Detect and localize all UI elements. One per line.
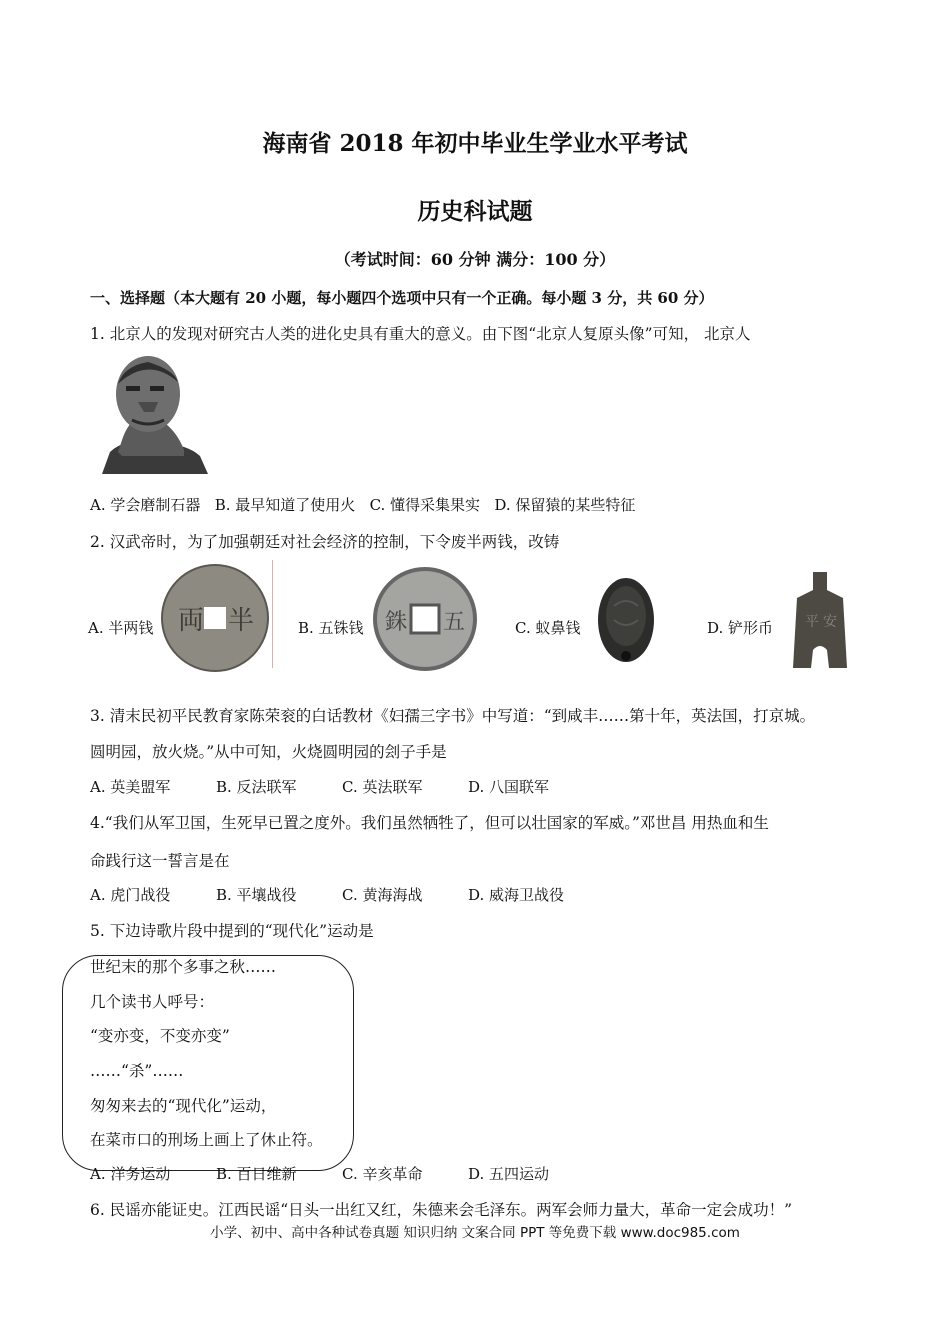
q1-option-a[interactable]: A. 学会磨制石器 [90, 496, 201, 514]
coin-divider [272, 560, 273, 668]
svg-text:両: 両 [178, 606, 205, 636]
poem-line-4: ……“杀”…… [90, 1062, 184, 1080]
yibi-coin-icon [596, 576, 656, 668]
question-4-options [90, 884, 564, 905]
svg-text:半: 半 [228, 606, 255, 636]
question-1-stem: 1. 北京人的发现对研究古人类的进化史具有重大的意义。由下图“北京人复原头像”可知， 北京人 [90, 325, 751, 343]
poem-line-2: 几个读书人呼号： [90, 993, 215, 1011]
q5-option-c[interactable]: C. 辛亥革命 [342, 1165, 423, 1183]
peking-man-bust-image [92, 352, 208, 474]
poem-line-3: “变亦变，不变亦变” [90, 1027, 230, 1045]
svg-text:安: 安 [823, 614, 837, 630]
q4-option-b[interactable]: B. 平壤战役 [216, 886, 297, 904]
exam-info: （考试时间：60 分钟 满分：100 分） [334, 250, 616, 269]
poem-line-5: 匆匆来去的“现代化”运动， [90, 1097, 277, 1115]
q2-option-d[interactable]: D. 铲形币 [707, 619, 774, 637]
q1-option-c[interactable]: C. 懂得采集果实 [369, 496, 481, 514]
question-5-stem: 5. 下边诗歌片段中提到的“现代化”运动是 [90, 922, 374, 940]
q2-option-a[interactable]: A. 半两钱 [88, 619, 154, 637]
question-1-options [90, 494, 635, 515]
q4-option-a[interactable]: A. 虎门战役 [90, 886, 171, 904]
question-3-stem-line1: 3. 清末民初平民教育家陈荣衮的白话教材《妇孺三字书》中写道：“到咸丰……第十年，英法国，打京城。 [90, 707, 816, 725]
question-4-stem-line2: 命践行这一誓言是在 [90, 852, 230, 870]
q3-option-d[interactable]: D. 八国联军 [468, 778, 550, 796]
poem-line-6: 在菜市口的刑场上画上了休止符。 [90, 1131, 323, 1149]
svg-text:五: 五 [443, 610, 466, 635]
q3-option-a[interactable]: A. 英美盟军 [90, 778, 171, 796]
q1-option-b[interactable]: B. 最早知道了使用火 [214, 496, 356, 514]
q5-option-d[interactable]: D. 五四运动 [468, 1165, 550, 1183]
poem-line-1: 世纪末的那个多事之秋…… [90, 958, 277, 976]
svg-text:平: 平 [805, 614, 819, 630]
q4-option-c[interactable]: C. 黄海海战 [342, 886, 423, 904]
q2-option-c[interactable]: C. 蚁鼻钱 [515, 619, 581, 637]
section-heading: 一、选择题（本大题有 20 小题，每小题四个选项中只有一个正确。每小题 3 分，共 60 分） [90, 289, 714, 307]
q3-option-c[interactable]: C. 英法联军 [342, 778, 423, 796]
exam-title: 海南省 2018 年初中毕业生学业水平考试 [262, 130, 688, 157]
question-6-stem: 6. 民谣亦能证史。江西民谣“日头一出红又红，朱德来会毛泽东。两军会师力量大，革命一定会成功！” [90, 1201, 793, 1219]
svg-text:銖: 銖 [385, 610, 408, 635]
q5-option-b[interactable]: B. 百日维新 [216, 1165, 297, 1183]
page-footer: 小学、初中、高中各种试卷真题 知识归纳 文案合同 PPT 等免费下载 www.doc985.com [210, 1225, 740, 1241]
q3-option-b[interactable]: B. 反法联军 [216, 778, 297, 796]
q4-option-d[interactable]: D. 威海卫战役 [468, 886, 565, 904]
q1-option-d[interactable]: D. 保留猿的某些特征 [494, 496, 636, 514]
question-4-stem-line1: 4.“我们从军卫国，生死早已置之度外。我们虽然牺牲了，但可以壮国家的军威。”邓世昌 用热血和生 [90, 814, 769, 832]
question-5-options [90, 1163, 549, 1184]
subject-title: 历史科试题 [417, 198, 533, 225]
banliang-coin-icon [160, 563, 270, 673]
question-3-stem-line2: 圆明园，放火烧。”从中可知，火烧圆明园的刽子手是 [90, 743, 447, 761]
spade-coin-icon [787, 572, 853, 668]
question-3-options [90, 776, 549, 797]
q5-option-a[interactable]: A. 洋务运动 [90, 1165, 171, 1183]
question-2-stem: 2. 汉武帝时，为了加强朝廷对社会经济的控制，下令废半两钱，改铸 [90, 533, 560, 551]
q2-option-b[interactable]: B. 五铢钱 [298, 619, 364, 637]
wuzhu-coin-icon [373, 567, 477, 671]
